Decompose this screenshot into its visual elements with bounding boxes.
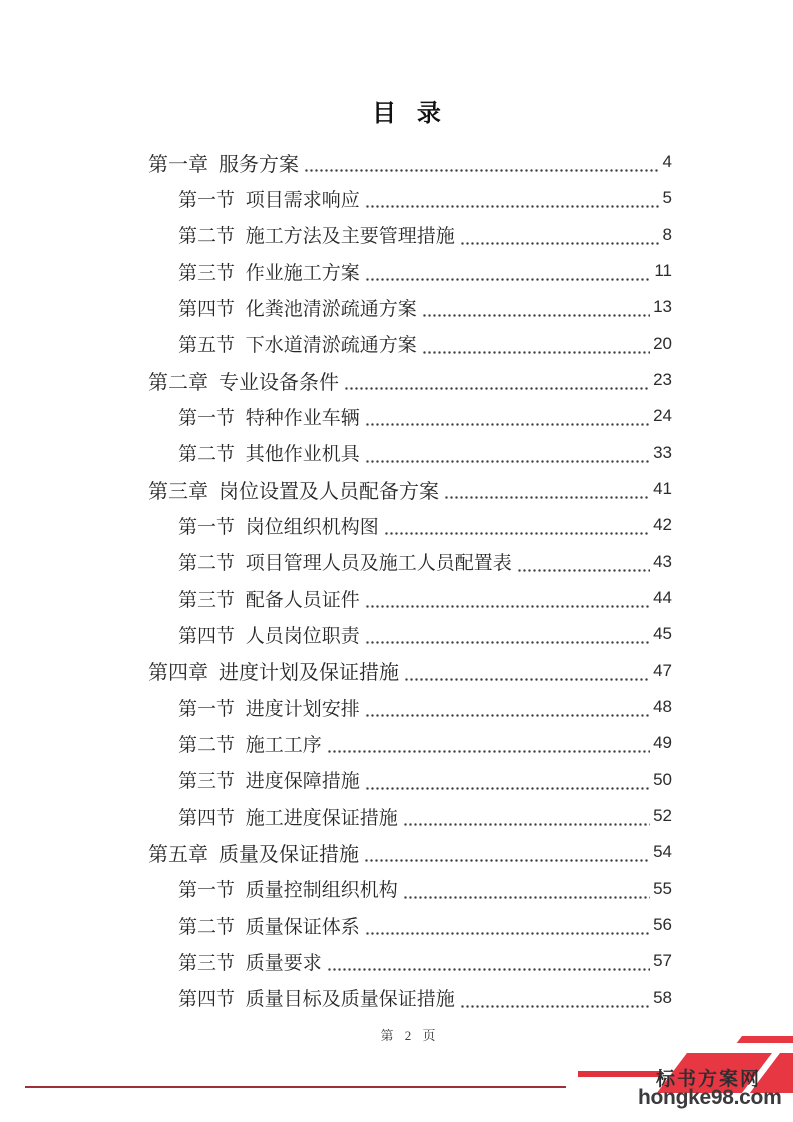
toc-entry[interactable]: [148, 943, 672, 979]
toc-dot-leader: [422, 326, 650, 362]
toc-dot-leader: [365, 398, 650, 434]
toc-dot-leader: [365, 580, 650, 616]
toc-entry-page: 54: [653, 842, 672, 862]
toc-entry-label: 第三节 质量要求: [178, 952, 322, 974]
toc-dot-leader: [365, 435, 650, 471]
toc-dot-leader: [365, 689, 650, 725]
toc-entry-page: 4: [662, 152, 672, 172]
toc-entry-page: 33: [653, 442, 672, 462]
toc-entry-page: 13: [653, 297, 672, 317]
toc-entry-page: 56: [653, 915, 672, 935]
toc-dot-leader: [403, 798, 650, 834]
toc-entry[interactable]: [148, 144, 672, 180]
toc-entry-page: 48: [653, 697, 672, 717]
toc-dot-leader: [384, 507, 650, 543]
toc-dot-leader: [365, 253, 652, 289]
toc-dot-leader: [365, 907, 650, 943]
toc-entry-label: 第二节 质量保证体系: [178, 916, 360, 938]
toc-dot-leader: [517, 544, 650, 580]
toc-entry-label: 第二节 施工工序: [178, 734, 322, 756]
toc-entry[interactable]: [148, 616, 672, 652]
toc-entry-label: 第五章 质量及保证措施: [148, 843, 359, 866]
logo-parallelogram-top: [737, 1036, 793, 1043]
toc-entry[interactable]: [148, 471, 672, 507]
toc-entry[interactable]: [148, 398, 672, 434]
toc-dot-leader: [365, 616, 650, 652]
toc-entry[interactable]: [148, 762, 672, 798]
toc-dot-leader: [460, 217, 660, 253]
toc-entry-page: 47: [653, 660, 672, 680]
toc-entry[interactable]: [148, 798, 672, 834]
toc-entry[interactable]: [148, 435, 672, 471]
toc-entry[interactable]: [148, 834, 672, 870]
toc-dot-leader: [344, 362, 650, 398]
toc-entry[interactable]: [148, 544, 672, 580]
toc-list: [148, 144, 672, 1016]
toc-entry[interactable]: [148, 871, 672, 907]
toc-entry-page: 52: [653, 806, 672, 826]
toc-entry-label: 第四节 施工进度保证措施: [178, 807, 398, 829]
toc-entry-label: 第一节 特种作业车辆: [178, 407, 360, 429]
toc-dot-leader: [304, 144, 660, 180]
toc-entry[interactable]: [148, 507, 672, 543]
toc-entry-page: 55: [653, 878, 672, 898]
toc-entry-label: 第二章 专业设备条件: [148, 371, 339, 394]
toc-dot-leader: [403, 871, 650, 907]
toc-dot-leader: [327, 943, 650, 979]
logo-accent-bar: [578, 1071, 662, 1077]
toc-entry[interactable]: [148, 253, 672, 289]
toc-entry-page: 11: [654, 261, 672, 281]
toc-entry-page: 24: [653, 406, 672, 426]
toc-entry-page: 57: [653, 951, 672, 971]
toc-entry[interactable]: [148, 326, 672, 362]
toc-entry[interactable]: [148, 217, 672, 253]
watermark-url-text: hongke98.com: [638, 1086, 782, 1109]
toc-dot-leader: [422, 289, 650, 325]
toc-entry-page: 50: [653, 769, 672, 789]
toc-entry-page: 23: [653, 370, 672, 390]
toc-dot-leader: [365, 762, 650, 798]
toc-entry-label: 第一节 进度计划安排: [178, 698, 360, 720]
toc-entry-page: 49: [653, 733, 672, 753]
toc-entry[interactable]: [148, 907, 672, 943]
toc-entry-label: 第四节 化粪池清淤疏通方案: [178, 298, 417, 320]
toc-entry[interactable]: [148, 689, 672, 725]
toc-dot-leader: [404, 653, 650, 689]
toc-entry[interactable]: [148, 653, 672, 689]
toc-dot-leader: [327, 725, 650, 761]
toc-entry[interactable]: [148, 725, 672, 761]
toc-entry-label: 第四节 质量目标及质量保证措施: [178, 989, 455, 1011]
toc-dot-leader: [444, 471, 650, 507]
page-title: 目 录: [372, 100, 448, 127]
toc-entry-page: 20: [653, 333, 672, 353]
toc-entry-label: 第四节 人员岗位职责: [178, 625, 360, 647]
toc-entry-label: 第二节 其他作业机具: [178, 444, 360, 466]
toc-entry[interactable]: [148, 289, 672, 325]
toc-entry-label: 第三节 进度保障措施: [178, 771, 360, 793]
toc-entry-page: 58: [653, 987, 672, 1007]
toc-entry-label: 第一章 服务方案: [148, 153, 299, 176]
footer-rule-line: [25, 1086, 566, 1088]
toc-entry[interactable]: [148, 580, 672, 616]
toc-entry[interactable]: [148, 180, 672, 216]
toc-entry-label: 第三节 作业施工方案: [178, 262, 360, 284]
toc-entry-page: 42: [653, 515, 672, 535]
toc-dot-leader: [364, 834, 650, 870]
toc-entry-page: 43: [653, 551, 672, 571]
toc-entry-page: 8: [662, 224, 672, 244]
toc-entry-label: 第四章 进度计划及保证措施: [148, 662, 399, 685]
toc-entry-label: 第二节 项目管理人员及施工人员配置表: [178, 553, 512, 575]
toc-entry[interactable]: [148, 980, 672, 1016]
toc-entry-page: 41: [653, 479, 672, 499]
toc-dot-leader: [365, 180, 660, 216]
toc-entry-page: 45: [653, 624, 672, 644]
toc-entry-label: 第一节 岗位组织机构图: [178, 516, 379, 538]
toc-dot-leader: [460, 980, 650, 1016]
toc-entry-label: 第三节 配备人员证件: [178, 589, 360, 611]
toc-entry-label: 第一节 项目需求响应: [178, 189, 360, 211]
watermark-brand-text: 标书方案网: [656, 1069, 762, 1090]
toc-entry-label: 第三章 岗位设置及人员配备方案: [148, 480, 439, 503]
toc-entry-label: 第二节 施工方法及主要管理措施: [178, 226, 455, 248]
page-number-footer: 第 2 页: [380, 1028, 440, 1043]
toc-entry-label: 第五节 下水道清淤疏通方案: [178, 335, 417, 357]
toc-entry-page: 44: [653, 588, 672, 608]
toc-entry[interactable]: [148, 362, 672, 398]
toc-entry-label: 第一节 质量控制组织机构: [178, 880, 398, 902]
toc-entry-page: 5: [662, 188, 672, 208]
